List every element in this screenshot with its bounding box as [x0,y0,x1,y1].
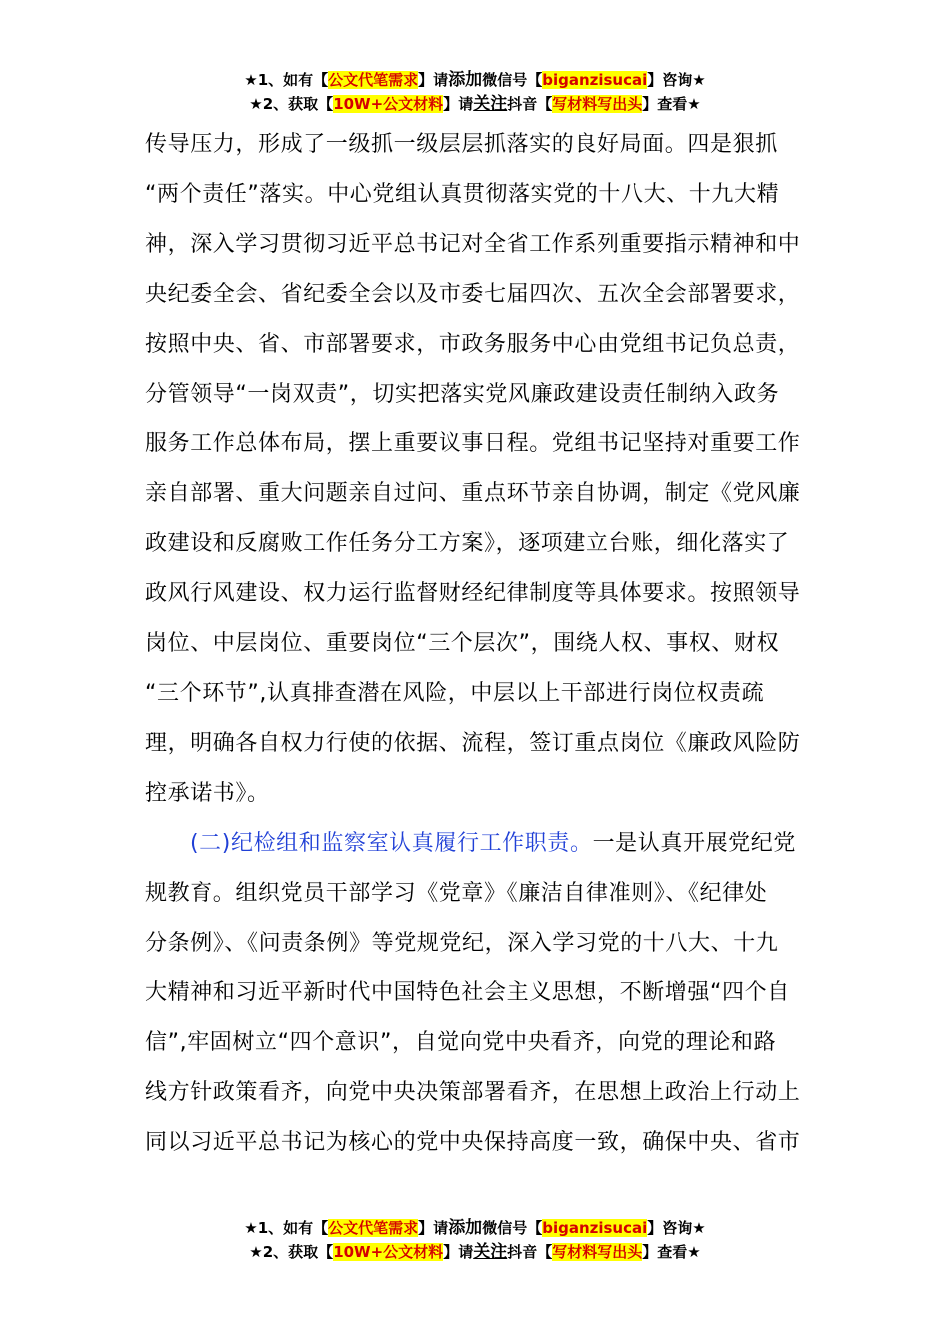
banner-highlight: biganzisucai [542,71,648,89]
banner-line-2 [0,92,950,116]
banner-text: 】咨询★ [647,1219,706,1237]
text-line: 传导压力，形成了一级抓一级层层抓落实的良好局面。四是狠抓 [145,132,778,157]
banner-text: 】请 [443,1243,474,1261]
text-run: 一是认真开展党纪党 [592,830,796,856]
text-line: 政风行风建设、权力运行监督财经纪律制度等具体要求。按照领导 [145,581,801,607]
banner-text: ★2、获取【 [249,1243,334,1261]
banner-text: 抖音【 [507,1243,553,1261]
banner-text: 抖音【 [507,95,553,113]
text-line: 按照中央、省、市部署要求，市政务服务中心由党组书记负总责， [145,331,801,357]
banner-text: ★2、获取【 [249,95,334,113]
text-line: 大精神和习近平新时代中国特色社会主义思想，不断增强“四个自 [145,980,790,1006]
banner-text: 】请 [418,1219,449,1237]
text-line: 岗位、中层岗位、重要岗位“三个层次”，围绕人权、事权、财权 [145,631,780,657]
banner-emphasis: 添加 [448,1218,483,1238]
banner-text: 】咨询★ [647,71,706,89]
banner-text: 微信号【 [482,71,543,89]
text-line [145,819,805,869]
banner-highlight: 公文代笔需求 [328,1219,419,1237]
section-heading: (二)纪检组和监察室认真履行工作职责。 [190,830,593,856]
paragraph-1 [145,120,805,819]
text-line: 理，明确各自权力行使的依据、流程，签订重点岗位《廉政风险防 [145,730,801,756]
banner-text: 】请 [443,95,474,113]
text-line: 服务工作总体布局，摆上重要议事日程。党组书记坚持对重要工作 [145,431,801,457]
banner-emphasis: 添加 [448,70,483,90]
banner-line-1 [0,1216,950,1240]
text-line: 政建设和反腐败工作任务分工方案》，逐项建立台账，细化落实了 [145,531,790,557]
banner-text: 】查看★ [642,1243,701,1261]
text-line: 信”,牢固树立“四个意识”，自觉向党中央看齐，向党的理论和路 [145,1030,777,1056]
banner-text: 】查看★ [642,95,701,113]
paragraph-2 [145,819,805,1168]
text-line: 同以习近平总书记为核心的党中央保持高度一致，确保中央、省市 [145,1130,801,1156]
document-body [145,120,805,1168]
header-banner [0,68,950,116]
banner-highlight: biganzisucai [542,1219,648,1237]
banner-highlight: 写材料写出头 [552,95,643,113]
banner-emphasis: 关注 [473,94,508,114]
footer-banner [0,1216,950,1264]
text-line: 规教育。组织党员干部学习《党章》《廉洁自律准则》、《纪律处 [145,880,768,906]
banner-line-1 [0,68,950,92]
text-line: 线方针政策看齐，向党中央决策部署看齐，在思想上政治上行动上 [145,1080,801,1106]
text-line: 分条例》、《问责条例》等党规党纪，深入学习党的十八大、十九 [145,930,779,956]
text-line: 央纪委全会、省纪委全会以及市委七届四次、五次全会部署要求， [145,281,801,307]
banner-emphasis: 关注 [473,1242,508,1262]
text-line: “三个环节”,认真排查潜在风险，中层以上干部进行岗位权责疏 [145,680,765,706]
text-line: 分管领导“一岗双责”，切实把落实党风廉政建设责任制纳入政务 [145,381,780,407]
text-line: “两个责任”落实。中心党组认真贯彻落实党的十八大、十九大精 [145,181,780,207]
banner-text: ★1、如有【 [244,1219,329,1237]
text-line: 亲自部署、重大问题亲自过问、重点环节亲自协调，制定《党风廉 [145,481,801,507]
banner-highlight: 10W+公文材料 [333,95,444,113]
banner-highlight: 10W+公文材料 [333,1243,444,1261]
banner-highlight: 写材料写出头 [552,1243,643,1261]
banner-text: 】请 [418,71,449,89]
text-line: 控承诺书》。 [145,780,270,806]
banner-line-2 [0,1240,950,1264]
banner-text: 微信号【 [482,1219,543,1237]
banner-highlight: 公文代笔需求 [328,71,419,89]
text-line: 神，深入学习贯彻习近平总书记对全省工作系列重要指示精神和中 [145,231,801,257]
banner-text: ★1、如有【 [244,71,329,89]
